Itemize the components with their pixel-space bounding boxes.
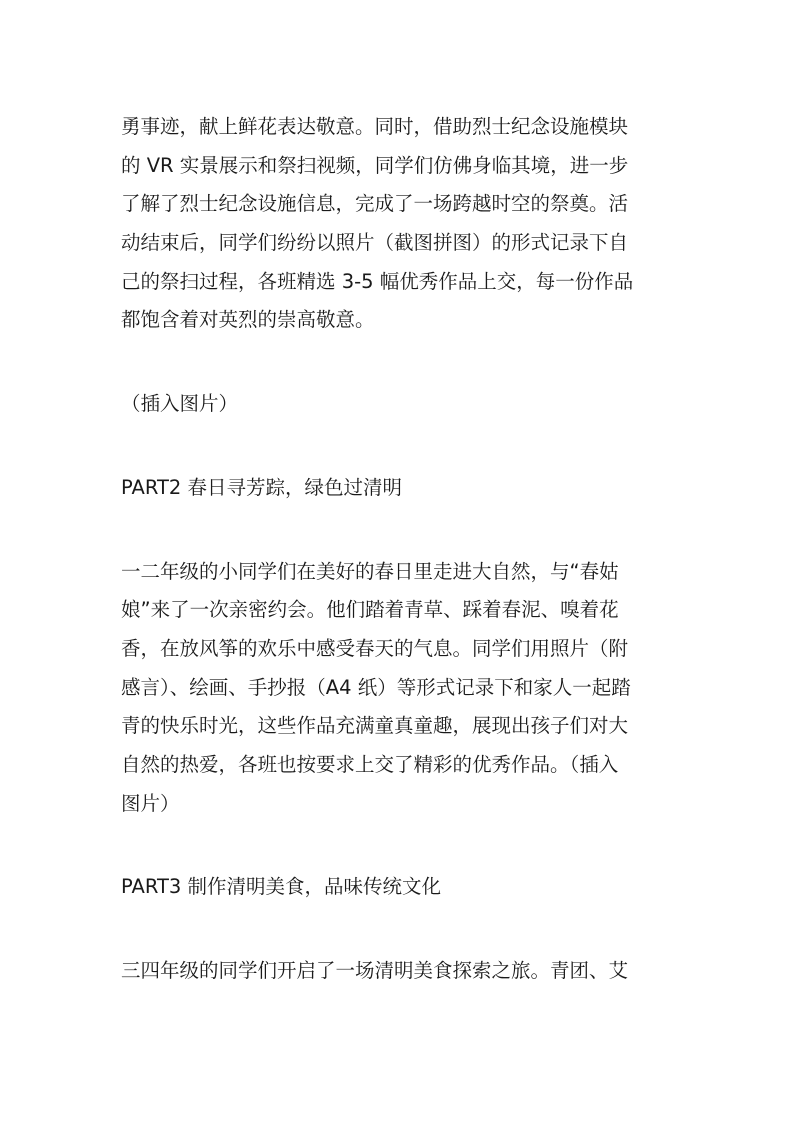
text-line: 青的快乐时光，这些作品充满童真童趣，展现出孩子们对大 <box>121 714 629 738</box>
heading-line: PART3 制作清明美食，品味传统文化 <box>121 875 441 899</box>
paragraph-spacing <box>121 508 676 553</box>
paragraph-spacing <box>121 424 676 469</box>
paragraph-spacing <box>121 823 676 868</box>
text-line: 了解了烈士纪念设施信息，完成了一场跨越时空的祭奠。活 <box>121 192 629 216</box>
text-line: （插入图片） <box>121 392 239 416</box>
text-line: 己的祭扫过程，各班精选 3-5 幅优秀作品上交，每一份作品 <box>121 269 634 293</box>
heading-line: PART2 春日寻芳踪，绿色过清明 <box>121 475 402 499</box>
section-heading-part3 <box>121 868 676 907</box>
section-heading-part2 <box>121 469 676 508</box>
paragraph-spacing <box>121 340 676 385</box>
text-line: 动结束后，同学们纷纷以照片（截图拼图）的形式记录下自 <box>121 231 629 255</box>
text-line: 一二年级的小同学们在美好的春日里走进大自然，与“春姑 <box>121 559 619 583</box>
text-line: 勇事迹，献上鲜花表达敬意。同时，借助烈士纪念设施模块 <box>121 115 629 138</box>
text-line: 感言）、绘画、手抄报（A4 纸）等形式记录下和家人一起踏 <box>121 675 631 699</box>
document-body <box>121 108 676 991</box>
text-line: 三四年级的同学们开启了一场清明美食探索之旅。青团、艾 <box>121 959 629 982</box>
paragraph-spacing <box>121 907 676 952</box>
text-line: 自然的热爱，各班也按要求上交了精彩的优秀作品。（插入 <box>121 752 619 776</box>
text-line: 都饱含着对英烈的崇高敬意。 <box>121 308 375 332</box>
paragraph-qingming-food <box>121 952 676 991</box>
paragraph-martyrs-tribute <box>121 108 676 340</box>
image-placeholder-note <box>121 385 676 424</box>
text-line: 图片） <box>121 791 180 815</box>
text-line: 香，在放风筝的欢乐中感受春天的气息。同学们用照片（附 <box>121 636 629 660</box>
text-line: 娘”来了一次亲密约会。他们踏着青草、踩着春泥、嗅着花 <box>121 598 619 622</box>
paragraph-spring-outing <box>121 553 676 824</box>
text-line: 的 VR 实景展示和祭扫视频，同学们仿佛身临其境，进一步 <box>121 153 629 177</box>
